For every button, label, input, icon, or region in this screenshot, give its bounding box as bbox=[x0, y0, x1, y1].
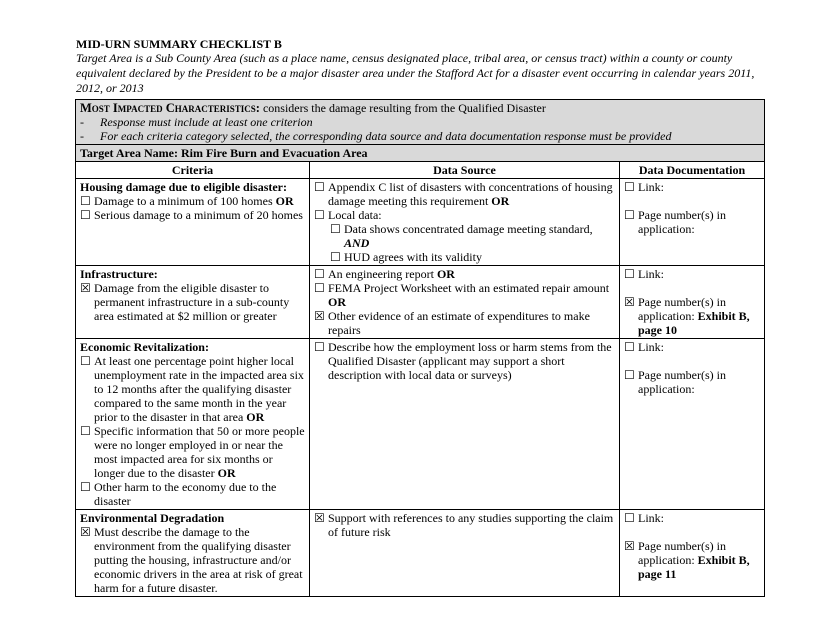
checkbox-unchecked-icon[interactable]: ☐ bbox=[314, 340, 325, 354]
column-header-data-source: Data Source bbox=[310, 162, 620, 179]
checkbox-unchecked-icon[interactable]: ☐ bbox=[624, 267, 635, 281]
table-row-infrastructure bbox=[76, 266, 765, 339]
table-row-economic bbox=[76, 339, 765, 510]
checkbox-unchecked-icon[interactable]: ☐ bbox=[624, 368, 635, 382]
criteria-heading: Environmental Degradation bbox=[80, 511, 225, 525]
target-area-name: Target Area Name: Rim Fire Burn and Evacuation Area bbox=[76, 145, 765, 162]
intro-bullet: - For each criteria category selected, the corresponding data source and data documentation response must be provided bbox=[80, 129, 672, 143]
checkbox-unchecked-icon[interactable]: ☐ bbox=[330, 250, 341, 264]
source-option: ☐ Describe how the employment loss or harm stems from the Qualified Disaster (applicant may support a short description with local data or surveys) bbox=[314, 340, 612, 382]
column-header-criteria: Criteria bbox=[76, 162, 310, 179]
checkbox-unchecked-icon[interactable]: ☐ bbox=[80, 354, 91, 368]
doc-link: ☐ Link: bbox=[624, 180, 664, 194]
data-source-cell bbox=[310, 179, 620, 266]
intro-row bbox=[76, 100, 765, 145]
documentation-cell bbox=[620, 179, 765, 266]
criteria-option: ☒ Damage from the eligible disaster to permanent infrastructure in a sub-county area estimated at $2 million or greater bbox=[80, 281, 290, 323]
checkbox-unchecked-icon[interactable]: ☐ bbox=[624, 511, 635, 525]
checkbox-unchecked-icon[interactable]: ☐ bbox=[330, 222, 341, 236]
checkbox-checked-icon[interactable]: ☒ bbox=[80, 281, 91, 295]
checkbox-unchecked-icon[interactable]: ☐ bbox=[314, 180, 325, 194]
checkbox-checked-icon[interactable]: ☒ bbox=[624, 295, 635, 309]
criteria-cell bbox=[76, 339, 310, 510]
data-source-cell bbox=[310, 510, 620, 597]
criteria-option: ☒ Must describe the damage to the environment from the qualifying disaster putting the housing, infrastructure and/or economic drivers in the area at risk of great harm for a future disaster. bbox=[80, 525, 303, 595]
source-option: ☐ FEMA Project Worksheet with an estimated repair amount OR bbox=[314, 281, 610, 309]
checkbox-unchecked-icon[interactable]: ☐ bbox=[80, 424, 91, 438]
intro-heading-rest: considers the damage resulting from the Qualified Disaster bbox=[259, 101, 546, 115]
criteria-option: ☐ Damage to a minimum of 100 homes OR bbox=[80, 194, 294, 208]
source-option: ☒ Other evidence of an estimate of expenditures to make repairs bbox=[314, 309, 590, 337]
criteria-cell bbox=[76, 179, 310, 266]
intro-heading: Most Impacted Characteristics: bbox=[80, 101, 260, 115]
documentation-cell bbox=[620, 510, 765, 597]
criteria-option: ☐ Other harm to the economy due to the disaster bbox=[80, 480, 277, 508]
criteria-option: ☐ Specific information that 50 or more people were no longer employed in or near the most impacted area for six months or longer due to the disaster OR bbox=[80, 424, 305, 480]
data-source-cell bbox=[310, 266, 620, 339]
criteria-heading: Housing damage due to eligible disaster: bbox=[80, 180, 288, 194]
checkbox-unchecked-icon[interactable]: ☐ bbox=[80, 208, 91, 222]
criteria-cell bbox=[76, 266, 310, 339]
page-title: MID-URN SUMMARY CHECKLIST B bbox=[76, 37, 282, 51]
table-row-housing bbox=[76, 179, 765, 266]
intro-bullet: - Response must include at least one criterion bbox=[80, 115, 313, 129]
source-sub-option: ☐ HUD agrees with its validity bbox=[330, 250, 482, 264]
checkbox-unchecked-icon[interactable]: ☐ bbox=[624, 208, 635, 222]
doc-page-numbers: ☐ Page number(s) in application: bbox=[624, 208, 726, 236]
checkbox-checked-icon[interactable]: ☒ bbox=[80, 525, 91, 539]
source-option: ☐ Local data: bbox=[314, 208, 382, 222]
checkbox-unchecked-icon[interactable]: ☐ bbox=[624, 340, 635, 354]
checkbox-unchecked-icon[interactable]: ☐ bbox=[314, 208, 325, 222]
checkbox-unchecked-icon[interactable]: ☐ bbox=[624, 180, 635, 194]
target-area-row bbox=[76, 145, 765, 162]
doc-page-numbers: ☐ Page number(s) in application: bbox=[624, 368, 726, 396]
checklist-table bbox=[75, 99, 765, 597]
documentation-cell bbox=[620, 339, 765, 510]
doc-page-numbers: ☒ Page number(s) in application: Exhibit B, page 11 bbox=[624, 539, 750, 581]
criteria-option: ☐ At least one percentage point higher local unemployment rate in the impacted area six to 12 months after the qualifying disaster compared to the same month in the year prior to the disaster in that area OR bbox=[80, 354, 304, 424]
column-header-row bbox=[76, 162, 765, 179]
doc-link: ☐ Link: bbox=[624, 511, 664, 525]
intro-cell bbox=[76, 100, 765, 145]
criteria-heading: Infrastructure: bbox=[80, 267, 158, 281]
doc-link: ☐ Link: bbox=[624, 267, 664, 281]
checkbox-unchecked-icon[interactable]: ☐ bbox=[314, 281, 325, 295]
source-option: ☐ An engineering report OR bbox=[314, 267, 455, 281]
checkbox-unchecked-icon[interactable]: ☐ bbox=[80, 480, 91, 494]
source-option: ☐ Appendix C list of disasters with concentrations of housing damage meeting this requirement OR bbox=[314, 180, 613, 208]
checkbox-checked-icon[interactable]: ☒ bbox=[624, 539, 635, 553]
checkbox-unchecked-icon[interactable]: ☐ bbox=[80, 194, 91, 208]
checkbox-checked-icon[interactable]: ☒ bbox=[314, 511, 325, 525]
source-option: ☒ Support with references to any studies supporting the claim of future risk bbox=[314, 511, 614, 539]
doc-link: ☐ Link: bbox=[624, 340, 664, 354]
criteria-heading: Economic Revitalization: bbox=[80, 340, 209, 354]
criteria-option: ☐ Serious damage to a minimum of 20 homes bbox=[80, 208, 303, 222]
criteria-cell bbox=[76, 510, 310, 597]
documentation-cell bbox=[620, 266, 765, 339]
column-header-data-documentation: Data Documentation bbox=[620, 162, 765, 179]
page-subtitle: Target Area is a Sub County Area (such as a place name, census designated place, tribal area, or census tract) within a county or county equivalent declared by the President to be a major disaster area under the Stafford Act for a disaster event occurring in calendar years 2011, 2012, or 2013 bbox=[76, 51, 755, 95]
data-source-cell bbox=[310, 339, 620, 510]
doc-page-numbers: ☒ Page number(s) in application: Exhibit B, page 10 bbox=[624, 295, 750, 337]
source-sub-option: ☐ Data shows concentrated damage meeting standard, AND bbox=[330, 222, 593, 250]
checkbox-checked-icon[interactable]: ☒ bbox=[314, 309, 325, 323]
checkbox-unchecked-icon[interactable]: ☐ bbox=[314, 267, 325, 281]
table-row-environmental bbox=[76, 510, 765, 597]
